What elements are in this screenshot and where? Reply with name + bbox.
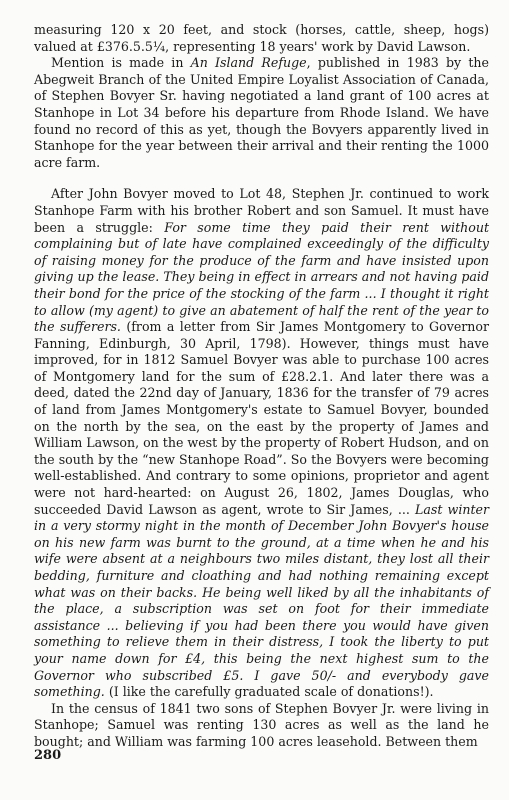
body-text [34,22,489,751]
italic-quote: Last winter in a very stormy night in the month of December John Bovyer's house on his new farm was burnt to the ground, at a time when he and his wife were absent at a neighbours two miles distant, they lost all their bedding, furniture and cloathing and had nothing remaining except what was on their backs. He being well liked by all the inhabitants of the place, a subscription was set on foot for their immediate assistance ... believing if you had been there you would have given something to relieve them in their distress, I took the liberty to put your name down for £4, this being the next highest sum to the Governor who subscribed £5. I gave 50/- and everybody gave something. [34,501,489,700]
italic-quote: For some time they paid their rent without complaining but of late have complained exceedingly of the difficulty of raising money for the produce of the farm and have insisted upon giving up the lease. They being in effect in arrears and not having paid their bond for the price of the stocking of the farm ... I thought it right to allow (my agent) to give an abatement of half the rent of the year to the sufferers. [34,219,490,335]
paragraph [34,55,489,171]
text-run: Mention is made in [51,55,191,71]
text-run: After John Bovyer moved to Lot 48, Stephen Jr. continued to work Stanhope Farm with his brother Robert and son Samuel. It must have been a struggle: [34,186,489,235]
text-run: (from a letter from Sir James Montgomery to Governor Fanning, Edinburgh, 30 April, 1798). However, things must have improved, for in 1812 Samuel Bovyer was able to purchase 100 acres of Montgomery land for the sum of £28.2.1. And later there was a deed, dated the 22nd day of January, 1836 for the transfer of 79 acres of land from James Montgomery's estate to Samuel Bovyer, bounded on the north by the sea, on the east by the property of James and William Lawson, on the west by the property of Robert Hudson, and on the south by the “new Stanhope Road”. So the Bovyers were becoming well-established. And contrary to some opinions, proprietor and agent were not hard-hearted: on August 26, 1802, James Douglas, who succeeded David Lawson as agent, wrote to Sir James, ... [34,319,490,517]
paragraph [34,701,489,751]
text-run: , published in 1983 by the Abegweit Branch of the United Empire Loyalist Association of Canada, of Stephen Bovyer Sr. having negotiated a land grant of 100 acres at Stanhope in Lot 34 before his departure from Rhode Island. We have found no record of this as yet, though the Bovyers apparently lived in Stanhope for the year between their arrival and their renting the 1000 acre farm. [34,55,489,170]
text-run: (I like the carefully graduated scale of donations!). [104,684,434,700]
paragraph [34,186,489,700]
text-run: measuring 120 x 20 feet, and stock (horses, cattle, sheep, hogs) valued at £376.5.5¼, representing 18 years' work by David Lawson. [34,22,489,54]
page-number: 280 [34,748,62,763]
text-run: In the census of 1841 two sons of Stephen Bovyer Jr. were living in Stanhope; Samuel was renting 130 acres as well as the land he bought; and William was farming 100 acres leasehold. Between them [34,700,489,749]
paragraph [34,22,489,55]
italic-quote: An Island Refuge [190,55,307,71]
